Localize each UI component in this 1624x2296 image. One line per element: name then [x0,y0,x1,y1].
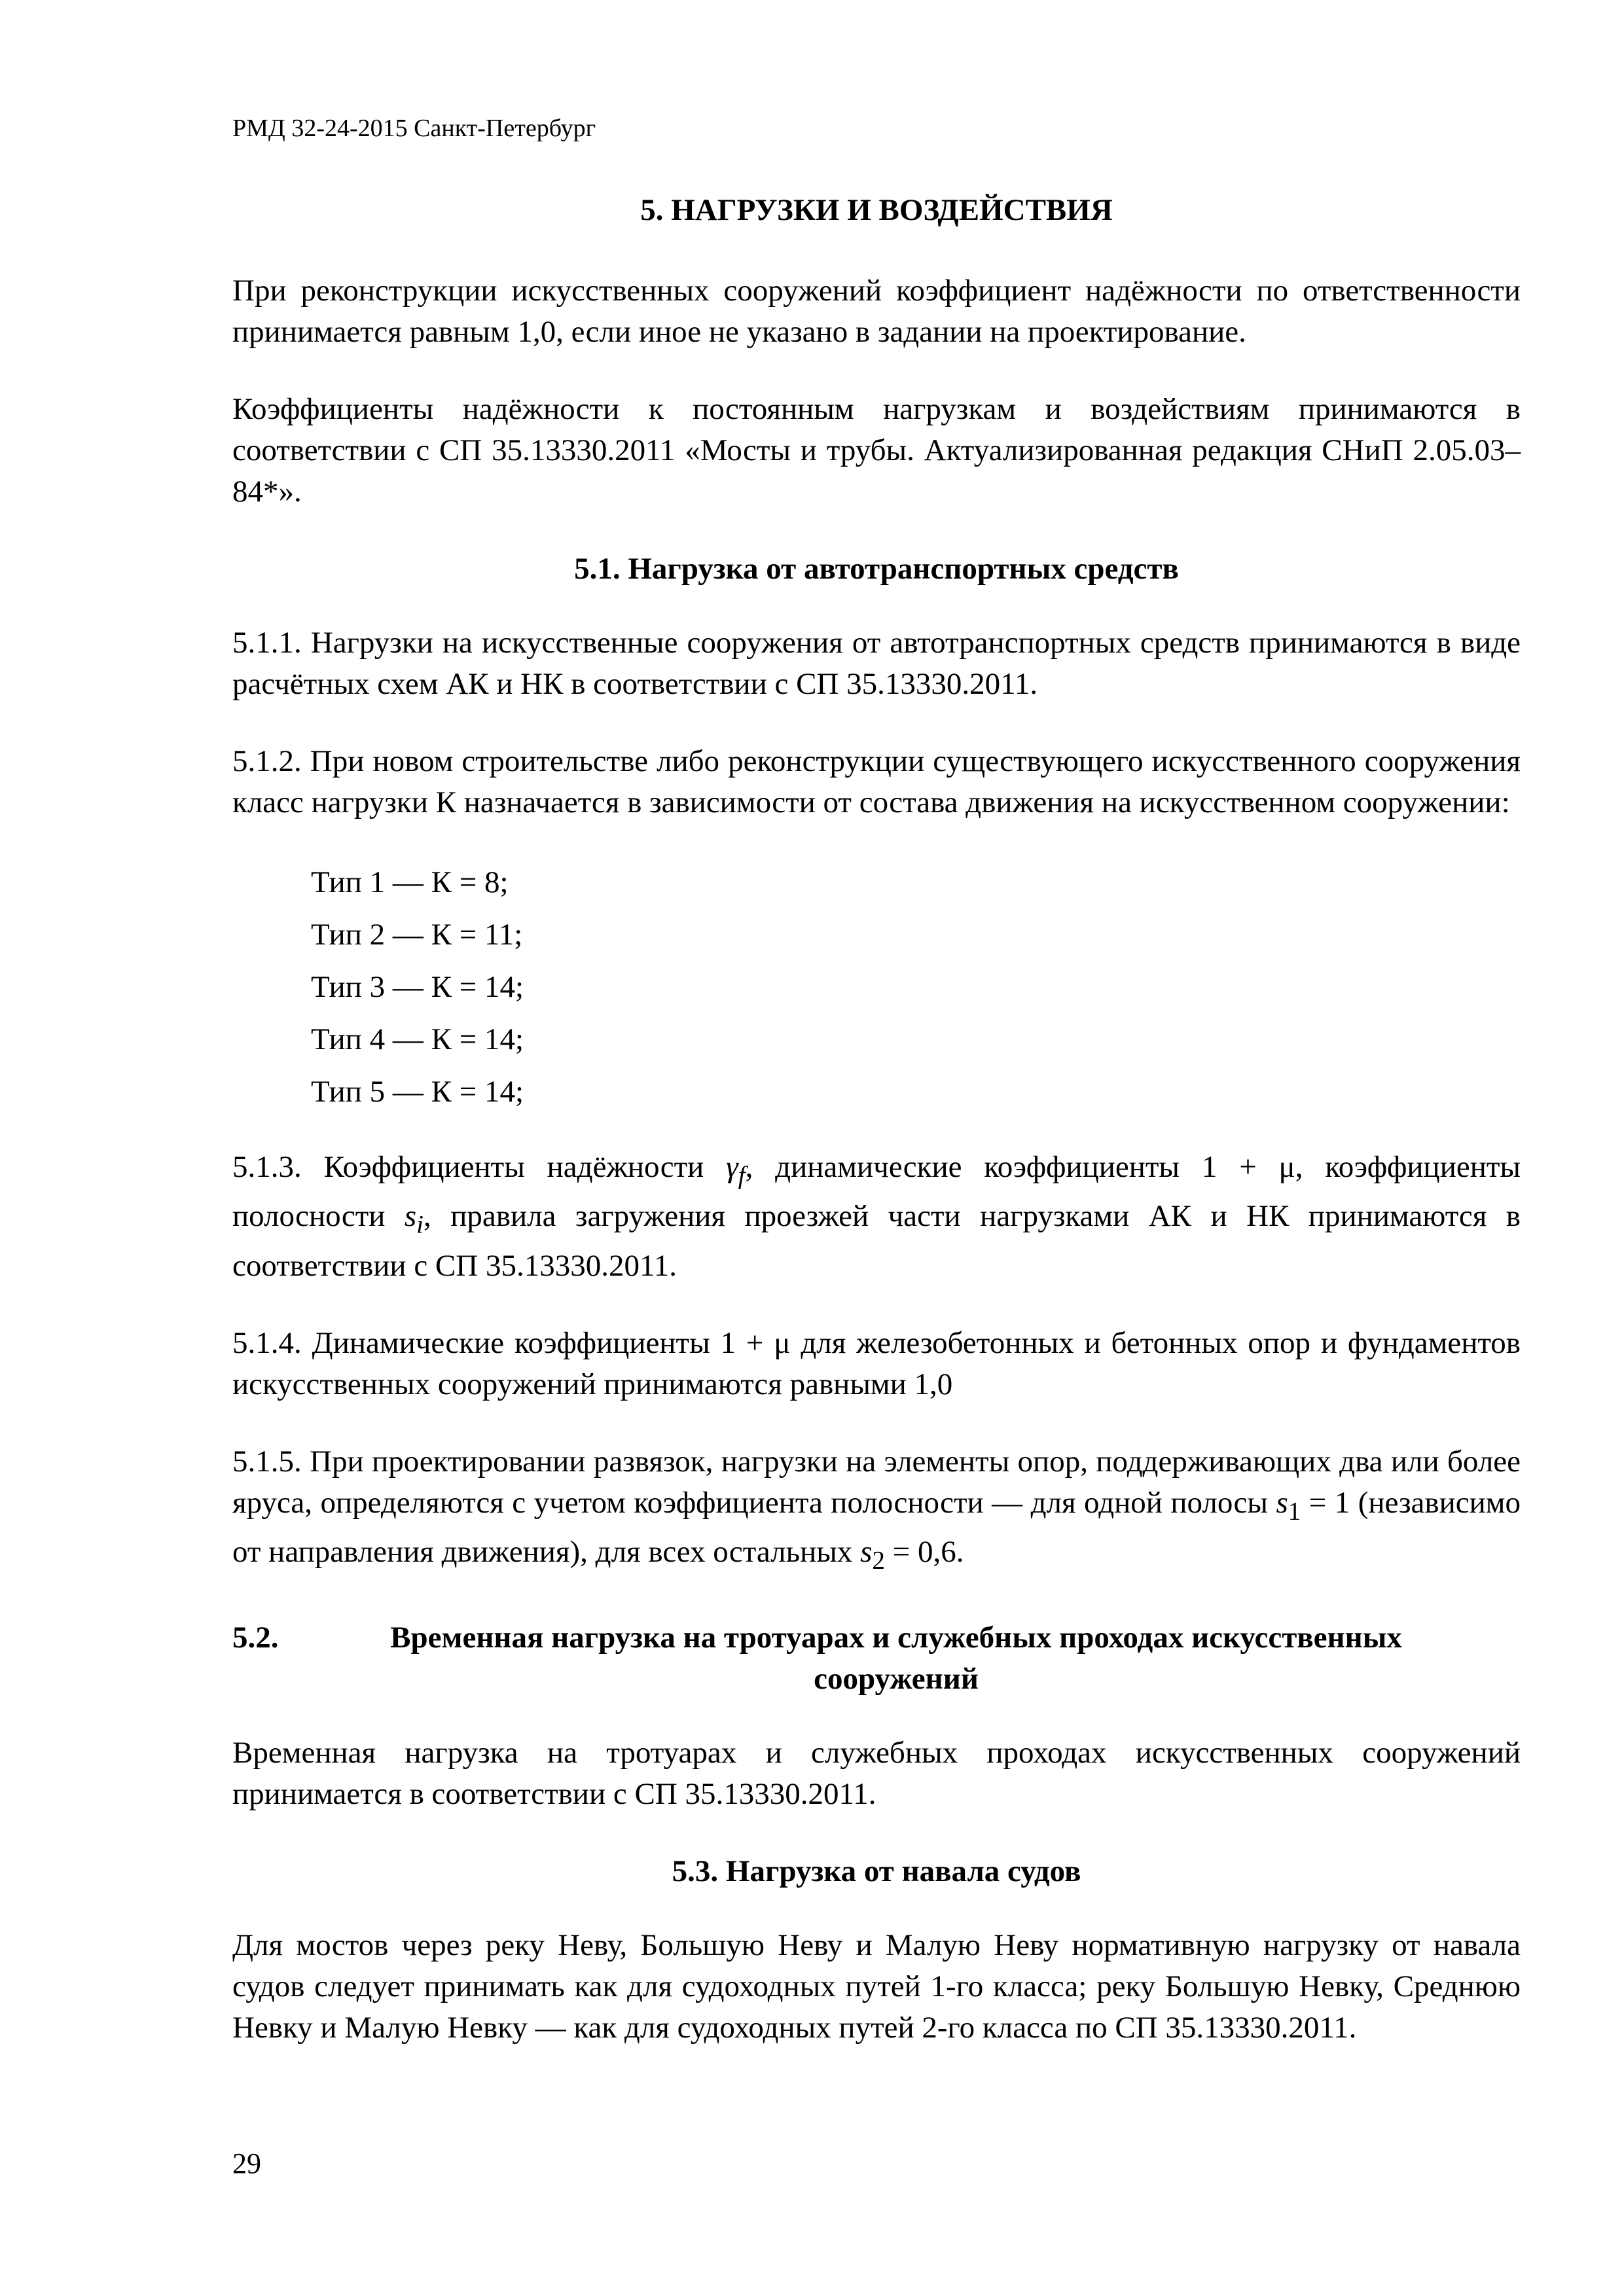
gamma-subscript: f [738,1161,746,1190]
load-class-item: Тип 3 — К = 14; [311,970,524,1004]
clause-5-1-1: 5.1.1. Нагрузки на искусственные сооружения от автотранспортных средств принимаются в виде расчётных схем АК и НК в соответствии с СП 35.13330.2011. [232,626,1521,701]
s1-subscript: 1 [1288,1497,1301,1526]
clause-5-1-3-text-a: 5.1.3. Коэффициенты надёжности [232,1150,727,1184]
intro-paragraph-2: Коэффициенты надёжности к постоянным нагрузкам и воздействиям принимаются в соответствии с СП 35.13330.2011 «Мосты и трубы. Актуализированная редакция СНиП 2.05.03–84*». [232,392,1521,509]
clause-5-1-3-text-b: , динамические коэффициенты 1 + μ, коэффициенты полосности [232,1150,1521,1234]
s1-symbol: s [1276,1485,1288,1520]
load-class-item: Тип 5 — К = 14; [311,1075,524,1109]
subsection-5-2-paragraph: Временная нагрузка на тротуарах и служебных проходах искусственных сооружений принимается в соответствии с СП 35.13330.2011. [232,1735,1521,1811]
clause-5-1-3-text-c: , правила загружения проезжей части нагрузками АК и НК принимаются в соответствии с СП 35.13330.2011. [232,1199,1521,1283]
gamma-symbol: γ [726,1150,738,1184]
s-subscript: i [416,1210,424,1239]
page-number: 29 [232,2147,261,2179]
running-header: РМД 32-24-2015 Санкт-Петербург [232,115,596,142]
intro-paragraph-1: При реконструкции искусственных сооружений коэффициент надёжности по ответственности принимается равным 1,0, если иное не указано в задании на проектирование. [232,274,1521,349]
clause-5-1-2: 5.1.2. При новом строительстве либо реконструкции существующего искусственного сооружения класс нагрузки К назначается в зависимости от состава движения на искусственном сооружении: [232,744,1521,819]
subsection-5-2-number: 5.2. [232,1620,279,1655]
load-class-list [232,856,1521,1118]
clause-5-1-5-text-b: = 1 (независимо от направления движения), для всех остальных [232,1485,1521,1570]
page-content [232,190,1521,2049]
subsection-5-3-paragraph: Для мостов через реку Неву, Большую Неву и Малую Неву нормативную нагрузку от навала судов следует принимать как для судоходных путей 1-го класса; реку Большую Невку, Среднюю Невку и Малую Невку — как для судоходных путей 2-го класса по СП 35.13330.2011. [232,1928,1521,2045]
subsection-5-2-text: Временная нагрузка на тротуарах и служебных проходах искусственных сооружений [390,1620,1402,1696]
clause-5-1-3 [232,1147,1521,1287]
clause-5-1-5 [232,1441,1521,1581]
section-title: 5. НАГРУЗКИ И ВОЗДЕЙСТВИЯ [640,193,1113,227]
clause-5-1-5-text-a: 5.1.5. При проектировании развязок, нагрузки на элементы опор, поддерживающих два или более яруса, определяются с учетом коэффициента полосности — для одной полосы [232,1444,1521,1520]
s2-subscript: 2 [872,1546,885,1575]
subsection-5-2-title [232,1617,1521,1700]
clause-5-1-4: 5.1.4. Динамические коэффициенты 1 + μ для железобетонных и бетонных опор и фундаментов искусственных сооружений принимаются равными 1,0 [232,1325,1521,1401]
s2-symbol: s [860,1535,873,1570]
s-symbol: s [404,1199,417,1234]
clause-5-1-5-text-c: = 0,6. [884,1535,964,1570]
load-class-item: Тип 1 — К = 8; [311,865,509,899]
load-class-item: Тип 4 — К = 14; [311,1022,524,1056]
subsection-5-3-title: 5.3. Нагрузка от навала судов [672,1854,1081,1888]
load-class-item: Тип 2 — К = 11; [311,918,523,952]
subsection-5-1-title: 5.1. Нагрузка от автотранспортных средств [574,552,1179,586]
